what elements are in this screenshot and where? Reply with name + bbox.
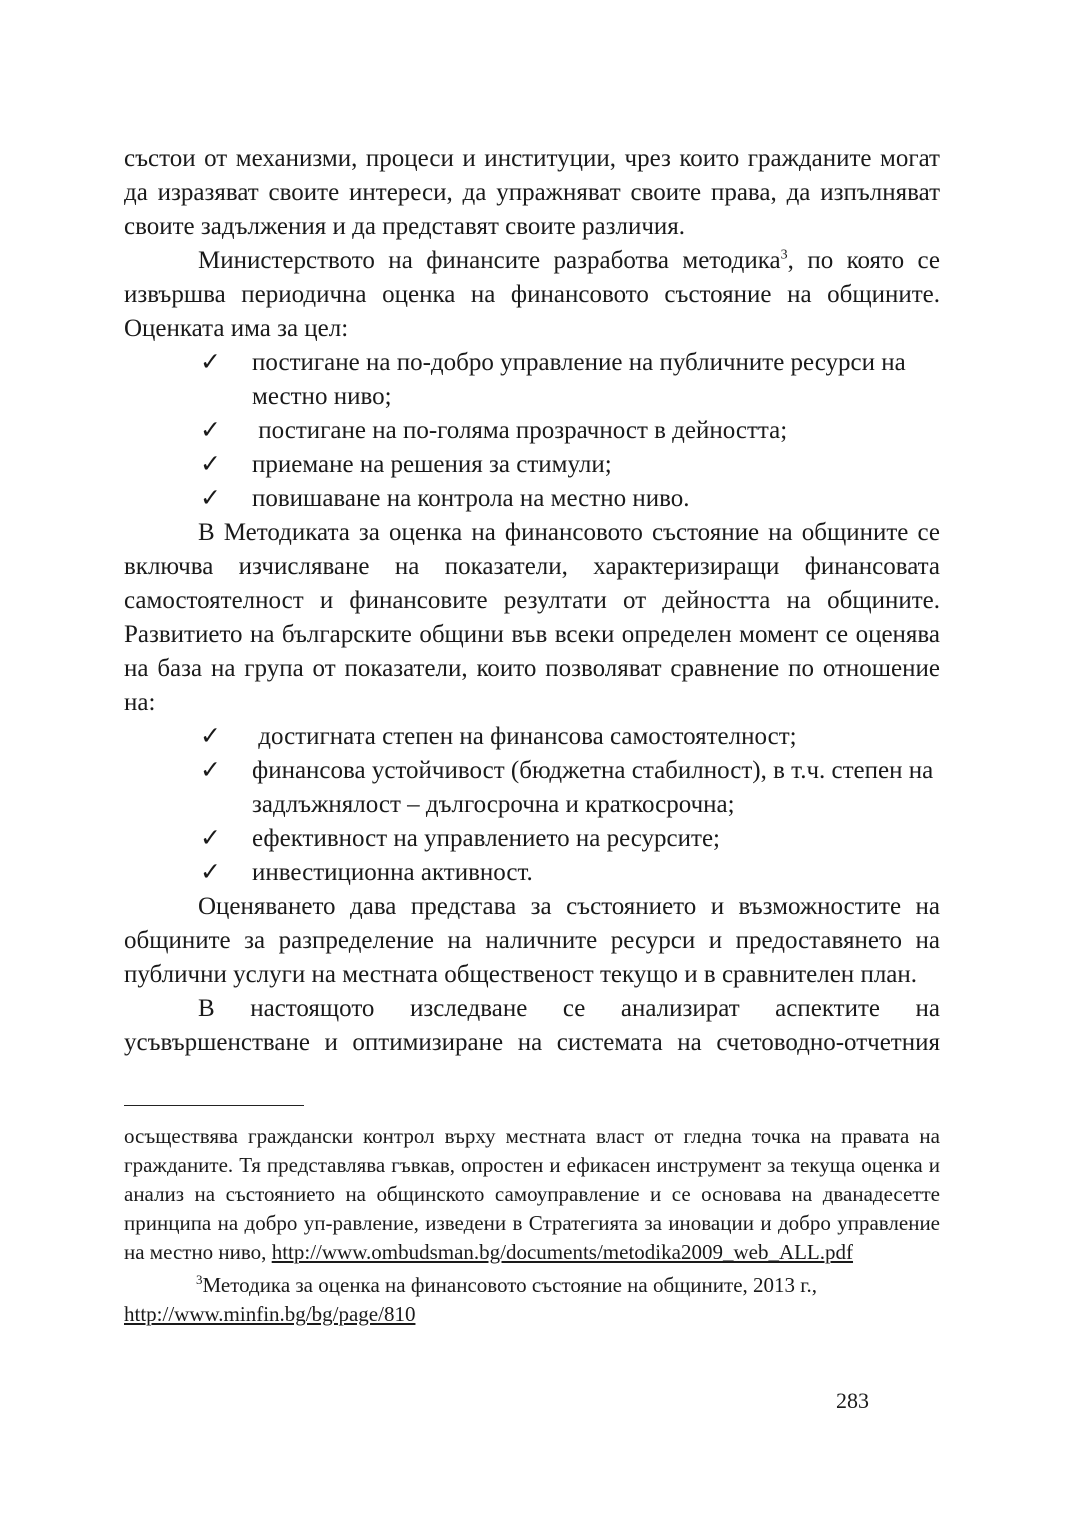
list-item-text: ефективност на управлението на ресурсите; <box>252 825 720 852</box>
footnote-3-link[interactable]: http://www.minfin.bg/bg/page/810 <box>124 1302 416 1326</box>
checkmark-icon: ✓ <box>200 485 221 512</box>
footnote-3 <box>124 1271 940 1300</box>
footnote-3-link-line <box>124 1300 940 1329</box>
list-item <box>200 856 940 890</box>
list-item <box>200 754 940 822</box>
paragraph-methodology <box>124 244 940 346</box>
goals-list <box>124 346 940 516</box>
page-number: 283 <box>836 1388 869 1413</box>
checkmark-icon: ✓ <box>200 757 221 784</box>
paragraph-methodology-text: Министерството на финансите разработва методика <box>198 247 781 274</box>
checkmark-icon: ✓ <box>200 451 221 478</box>
list-item <box>200 414 940 448</box>
criteria-list <box>124 720 940 890</box>
paragraph-methodology-rest: , по която се извършва периодична оценка на финансовото състояние на общините. Оценката има за цел: <box>124 247 940 342</box>
list-item <box>200 482 940 516</box>
footnote-3-number: 3 <box>196 1272 203 1287</box>
list-item-text: приемане на решения за стимули; <box>252 451 612 478</box>
list-item <box>200 822 940 856</box>
paragraph-research: В настоящото изследване се анализират аспектите на усъвършенстване и оптимизиране на системата на счетоводно-отчетния <box>124 995 940 1056</box>
list-item <box>200 720 940 754</box>
checkmark-icon: ✓ <box>200 417 221 444</box>
list-item-text: инвестиционна активност. <box>252 859 533 886</box>
checkmark-icon: ✓ <box>200 723 221 750</box>
paragraph-intro: състои от механизми, процеси и институции, чрез които гражданите могат да изразяват своите интереси, да упражняват своите права, да изпълняват своите задължения и да представят своите различия. <box>124 145 940 240</box>
list-item-text: постигане на по-голяма прозрачност в дейността; <box>252 417 788 444</box>
list-item <box>200 346 940 414</box>
checkmark-icon: ✓ <box>200 825 221 852</box>
list-item <box>200 448 940 482</box>
footnote-divider <box>124 1105 304 1106</box>
footnote-2-link[interactable]: http://www.ombudsman.bg/documents/metodika2009_web_ALL.pdf <box>271 1240 854 1264</box>
footnote-2-text: осъществява граждански контрол върху местната власт от гледна точка на правата на гражданите. Тя представлява гъвкав, опростен и ефикасен инструмент за текуща оценка и анализ на състоянието на общинското самоуправление и се основава на дванадесетте принципа на добро уп-равление, изведени в Стратегията за иновации и добро управление на местно ниво, <box>124 1124 940 1264</box>
checkmark-icon: ✓ <box>200 859 221 886</box>
list-item-text: постигане на по-добро управление на публичните ресурси на местно ниво; <box>252 349 906 410</box>
footnotes <box>124 1122 940 1329</box>
paragraph-indicators: В Методиката за оценка на финансовото състояние на общините се включва изчисляване на показатели, характеризиращи финансовата самостоятелност и финансовите резултати от дейността на общините. Развитието на българските общини във всеки определен момент се оценява на база на група от показатели, които позволяват сравнение по отношение на: <box>124 519 940 716</box>
footnote-2 <box>124 1122 940 1267</box>
main-text <box>124 142 940 1060</box>
list-item-text: достигната степен на финансова самостоятелност; <box>252 723 797 750</box>
paragraph-evaluation: Оценяването дава представа за състоянието и възможностите на общините за разпределение на наличните ресурси и предоставянето на публични услуги на местната общественост текущо и в сравнителен план. <box>124 893 940 988</box>
footnote-3-text: Методика за оценка на финансовото състояние на общините, 2013 г., <box>202 1273 818 1297</box>
footnote-ref-3[interactable]: 3 <box>780 247 788 263</box>
checkmark-icon: ✓ <box>200 349 221 376</box>
list-item-text: финансова устойчивост (бюджетна стабилност), в т.ч. степен на задлъжнялост – дългосрочна и краткосрочна; <box>252 757 934 818</box>
list-item-text: повишаване на контрола на местно ниво. <box>252 485 690 512</box>
